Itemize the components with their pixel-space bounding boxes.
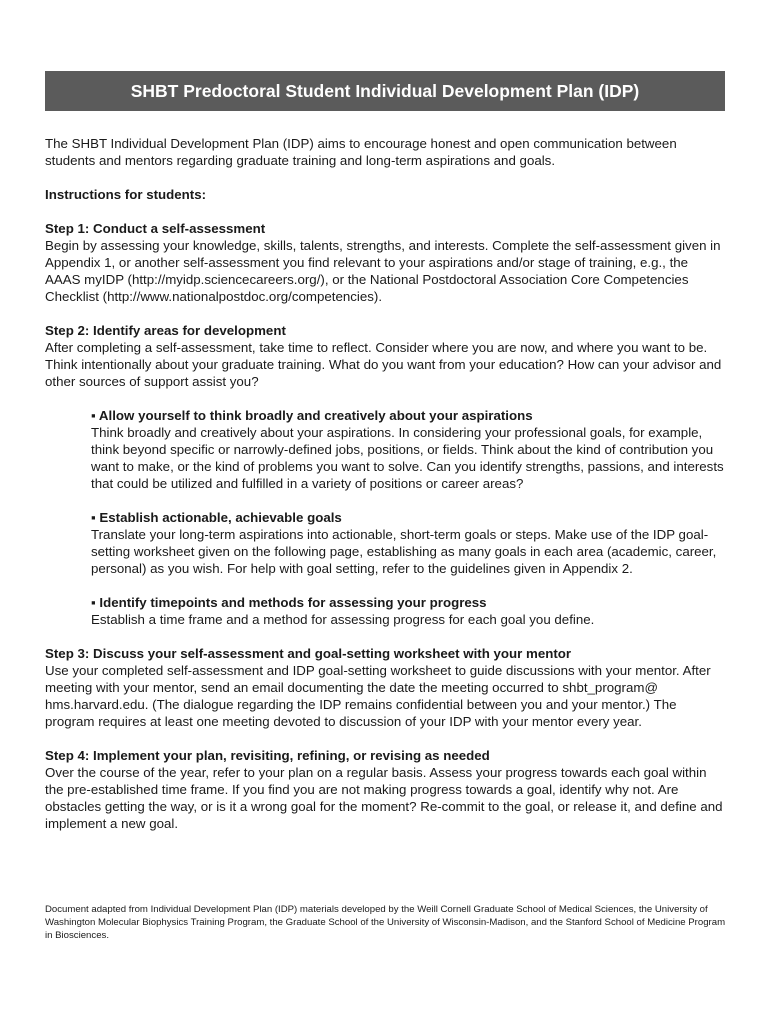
step-heading: Step 3: Discuss your self-assessment and goal-setting worksheet with your mentor — [45, 646, 572, 661]
substep-timepoints — [91, 594, 725, 628]
intro-paragraph: The SHBT Individual Development Plan (IDP) aims to encourage honest and open communication between students and mentors regarding graduate training and long-term aspirations and goals. — [45, 136, 677, 168]
step-heading: Step 2: Identify areas for development — [45, 323, 286, 338]
instructions-heading: Instructions for students: — [45, 187, 207, 202]
substep-text: Establish a time frame and a method for assessing progress for each goal you define. — [91, 612, 595, 627]
step-text: Over the course of the year, refer to your plan on a regular basis. Assess your progress towards each goal within the pre-established time frame. If you find you are not making progress towards a goal, identify why not. Are obstacles getting the way, or is it a wrong goal for the moment? Re-commit to the goal, or release it, and define and implement a new goal. — [45, 765, 723, 831]
step-1 — [45, 220, 725, 305]
substep-aspirations — [91, 407, 725, 492]
step-text: Begin by assessing your knowledge, skills, talents, strengths, and interests. Complete the self-assessment given in Appendix 1, or another self-assessment you find relevant to your aspirations and/or stage of training, e.g., the AAAS myIDP (http://myidp.sciencecareers.org/), or the National Postdoctoral Association Core Competencies Checklist (http://www.nationalpostdoc.org/competencies). — [45, 238, 721, 304]
substep-heading: ▪ Establish actionable, achievable goals — [91, 510, 342, 525]
step-2 — [45, 322, 725, 628]
step-text: Use your completed self-assessment and IDP goal-setting worksheet to guide discussions with your mentor. After meeting with your mentor, send an email documenting the date the meeting occurred to shbt_program@ hms.harvard.edu. (The dialogue regarding the IDP remains confidential between you and your mentor.) The program requires at least one meeting devoted to discussion of your IDP with your mentor every year. — [45, 663, 711, 729]
title-banner — [45, 71, 725, 111]
substep-heading: ▪ Identify timepoints and methods for assessing your progress — [91, 595, 487, 610]
step-text: After completing a self-assessment, take time to reflect. Consider where you are now, and where you want to be. Think intentionally about your graduate training. What do you want from your education? How can your advisor and other sources of support assist you? — [45, 340, 722, 389]
page-title: SHBT Predoctoral Student Individual Development Plan (IDP) — [130, 80, 640, 101]
substep-goals — [91, 509, 725, 577]
substep-text: Think broadly and creatively about your aspirations. In considering your professional goals, for example, think beyond specific or narrowly-defined jobs, positions, or fields. Think about the kind of contribution you want to make, or the kind of problems you want to solve. Can you identify strengths, passions, and interests that could be utilized and fulfilled in a variety of positions or career areas? — [91, 425, 724, 491]
document-page — [45, 71, 725, 832]
substep-heading: ▪ Allow yourself to think broadly and creatively about your aspirations — [91, 408, 533, 423]
step-3 — [45, 645, 725, 730]
step-heading: Step 1: Conduct a self-assessment — [45, 221, 266, 236]
substep-text: Translate your long-term aspirations into actionable, short-term goals or steps. Make use of the IDP goal-setting worksheet given on the following page, establishing as many goals in each area (academic, career, personal) as you wish. For help with goal setting, refer to the guidelines given in Appendix 2. — [91, 527, 717, 576]
step-4 — [45, 747, 725, 832]
footnote: Document adapted from Individual Development Plan (IDP) materials developed by the Weill Cornell Graduate School of Medical Sciences, the University of Washington Molecular Biophysics Training Program, the Graduate School of the University of Wisconsin-Madison, and the Stanford School of Medicine Program in Biosciences. — [45, 904, 726, 941]
step-heading: Step 4: Implement your plan, revisiting, refining, or revising as needed — [45, 748, 490, 763]
